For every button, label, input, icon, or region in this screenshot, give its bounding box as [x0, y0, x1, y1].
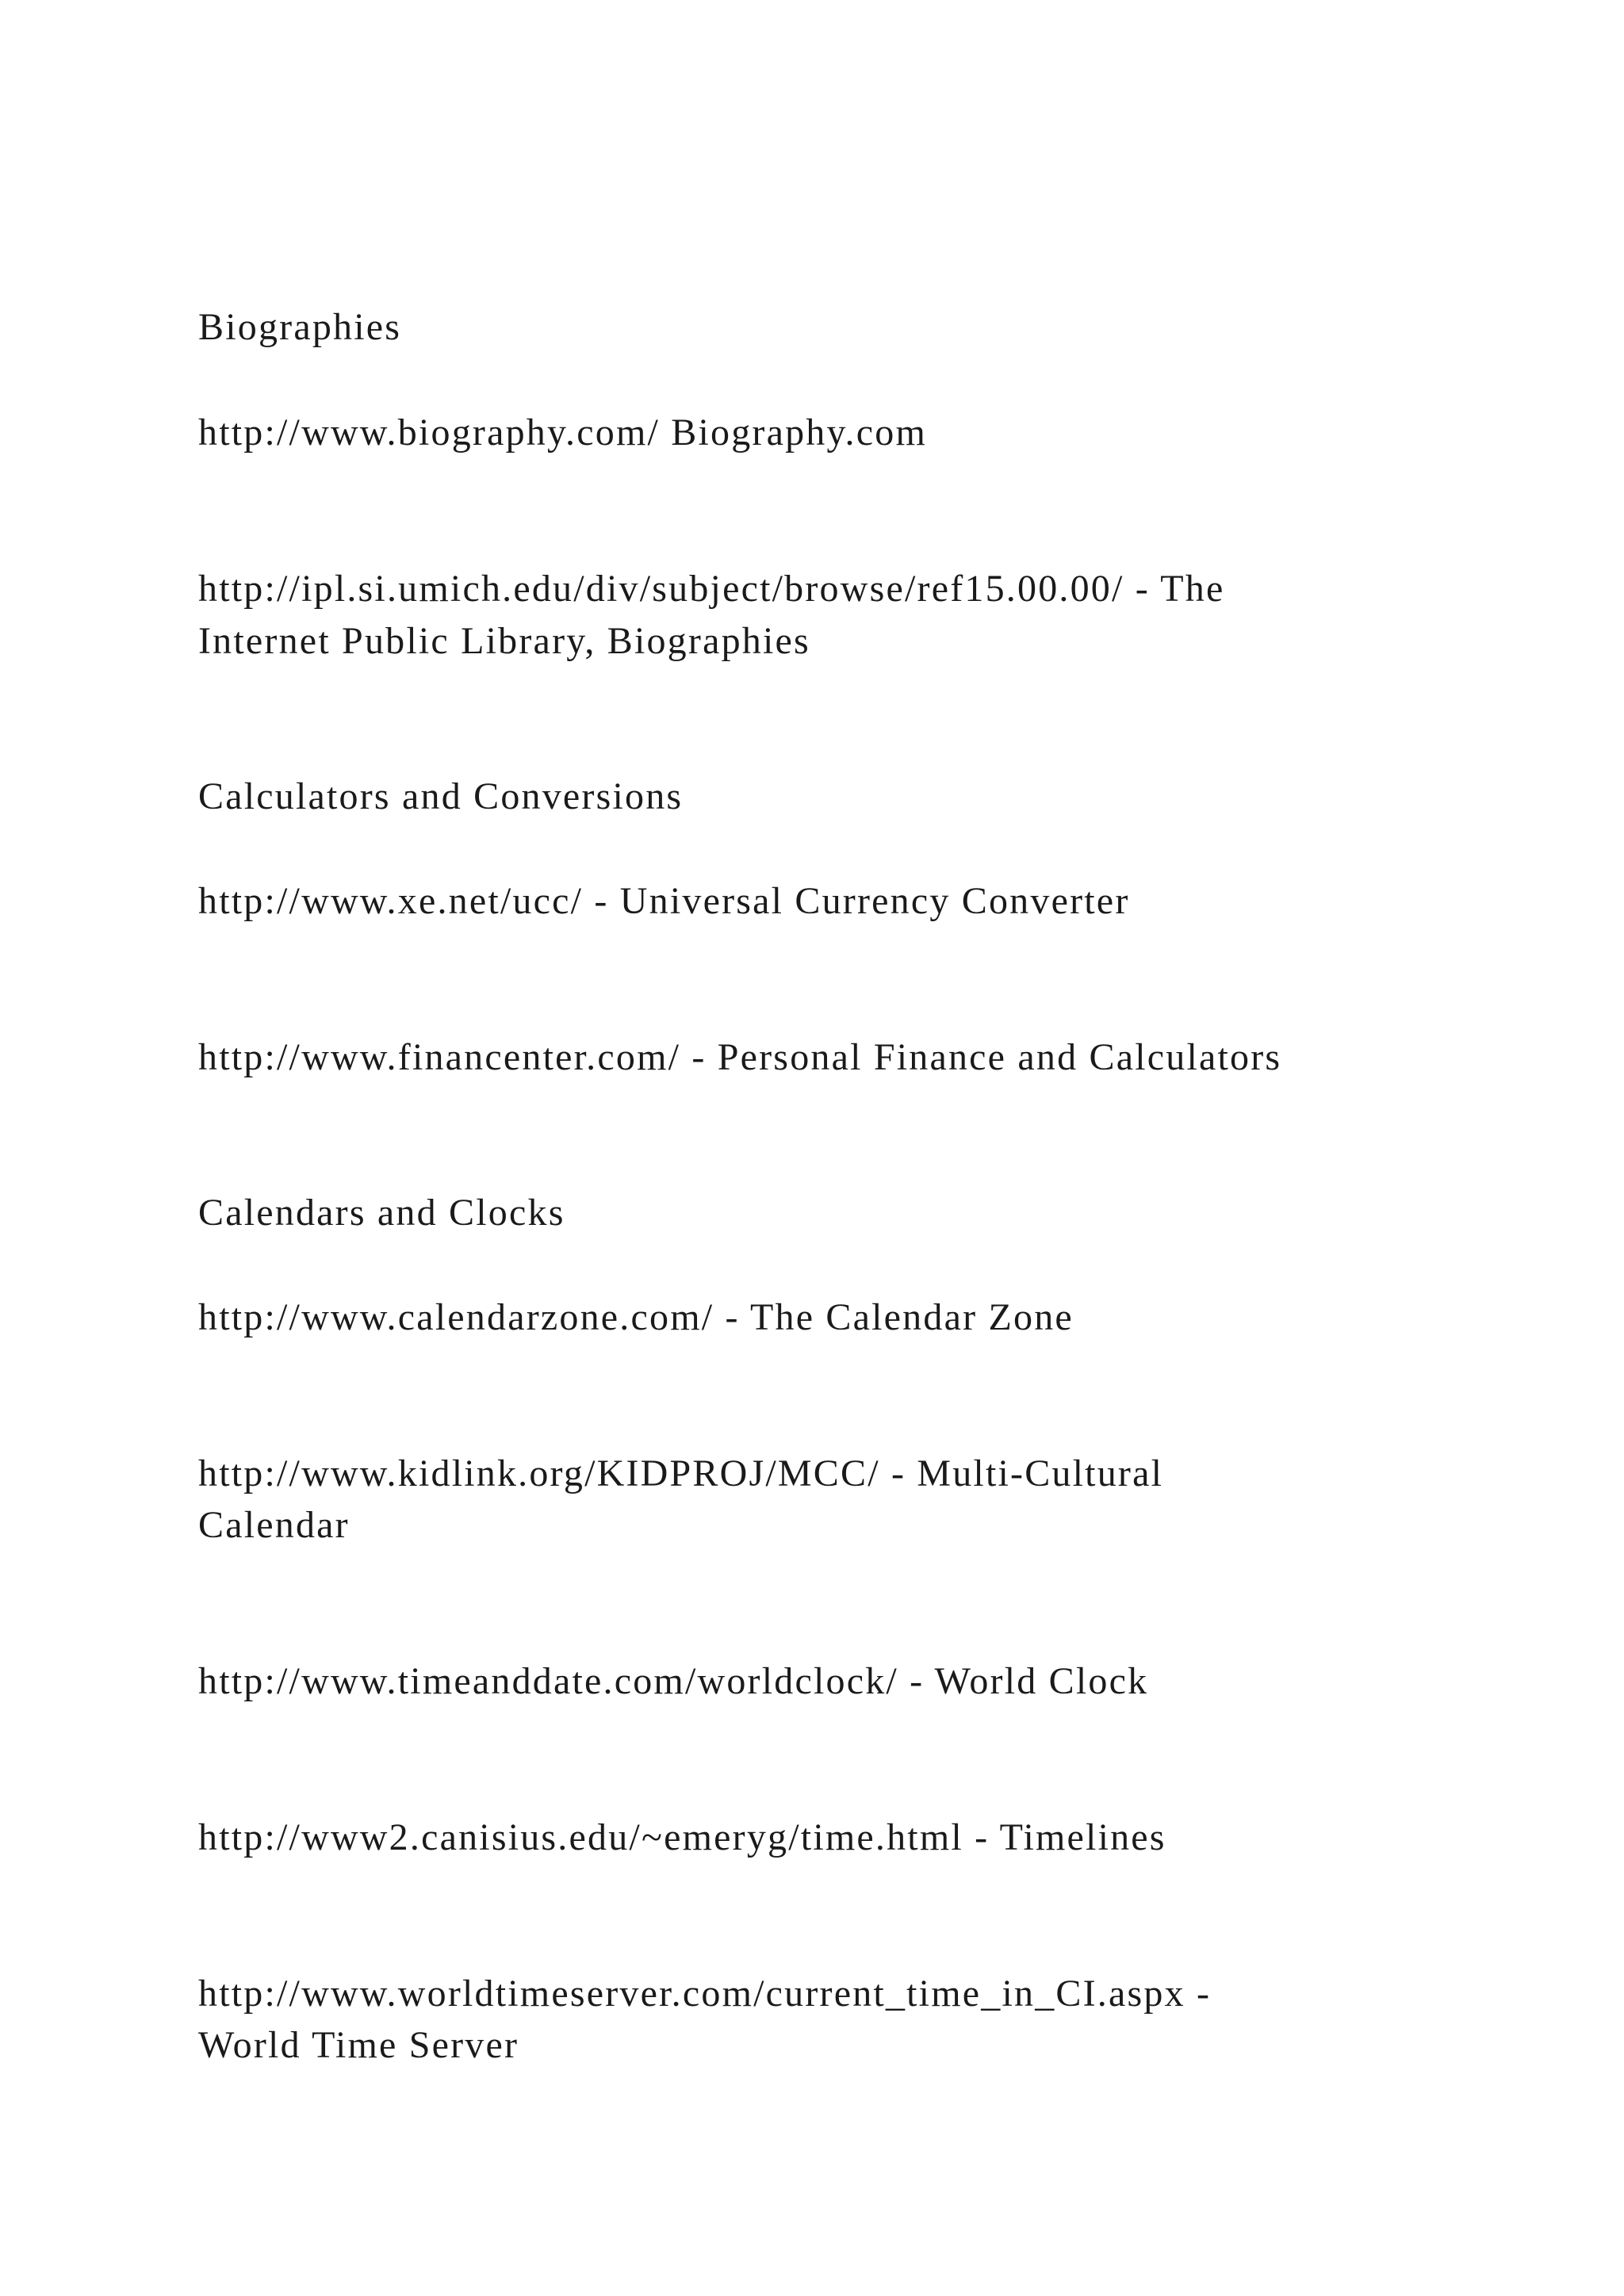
- link-ipl-biographies: http://ipl.si.umich.edu/div/subject/browse/ref15.00.00/ - The: [198, 568, 1225, 610]
- link-ipl-biographies-continued: Internet Public Library, Biographies: [198, 620, 810, 662]
- section-heading-calendars: Calendars and Clocks: [198, 1192, 565, 1234]
- link-biography-com: http://www.biography.com/ Biography.com: [198, 411, 928, 453]
- link-worldtimeserver-continued: World Time Server: [198, 2024, 519, 2066]
- link-worldtimeserver: http://www.worldtimeserver.com/current_time_in_CI.aspx -: [198, 1973, 1212, 2015]
- section-heading-calculators: Calculators and Conversions: [198, 775, 684, 817]
- link-calendarzone: http://www.calendarzone.com/ - The Calendar Zone: [198, 1296, 1074, 1338]
- link-canisius-timelines: http://www2.canisius.edu/~emeryg/time.html - Timelines: [198, 1816, 1166, 1858]
- link-xe-currency-converter: http://www.xe.net/ucc/ - Universal Currency Converter: [198, 880, 1130, 922]
- link-financenter: http://www.financenter.com/ - Personal Finance and Calculators: [198, 1036, 1282, 1078]
- link-kidlink-calendar-continued: Calendar: [198, 1504, 350, 1546]
- section-heading-biographies: Biographies: [198, 306, 402, 348]
- link-timeanddate: http://www.timeanddate.com/worldclock/ - World Clock: [198, 1660, 1149, 1702]
- link-kidlink-calendar: http://www.kidlink.org/KIDPROJ/MCC/ - Multi-Cultural: [198, 1452, 1164, 1494]
